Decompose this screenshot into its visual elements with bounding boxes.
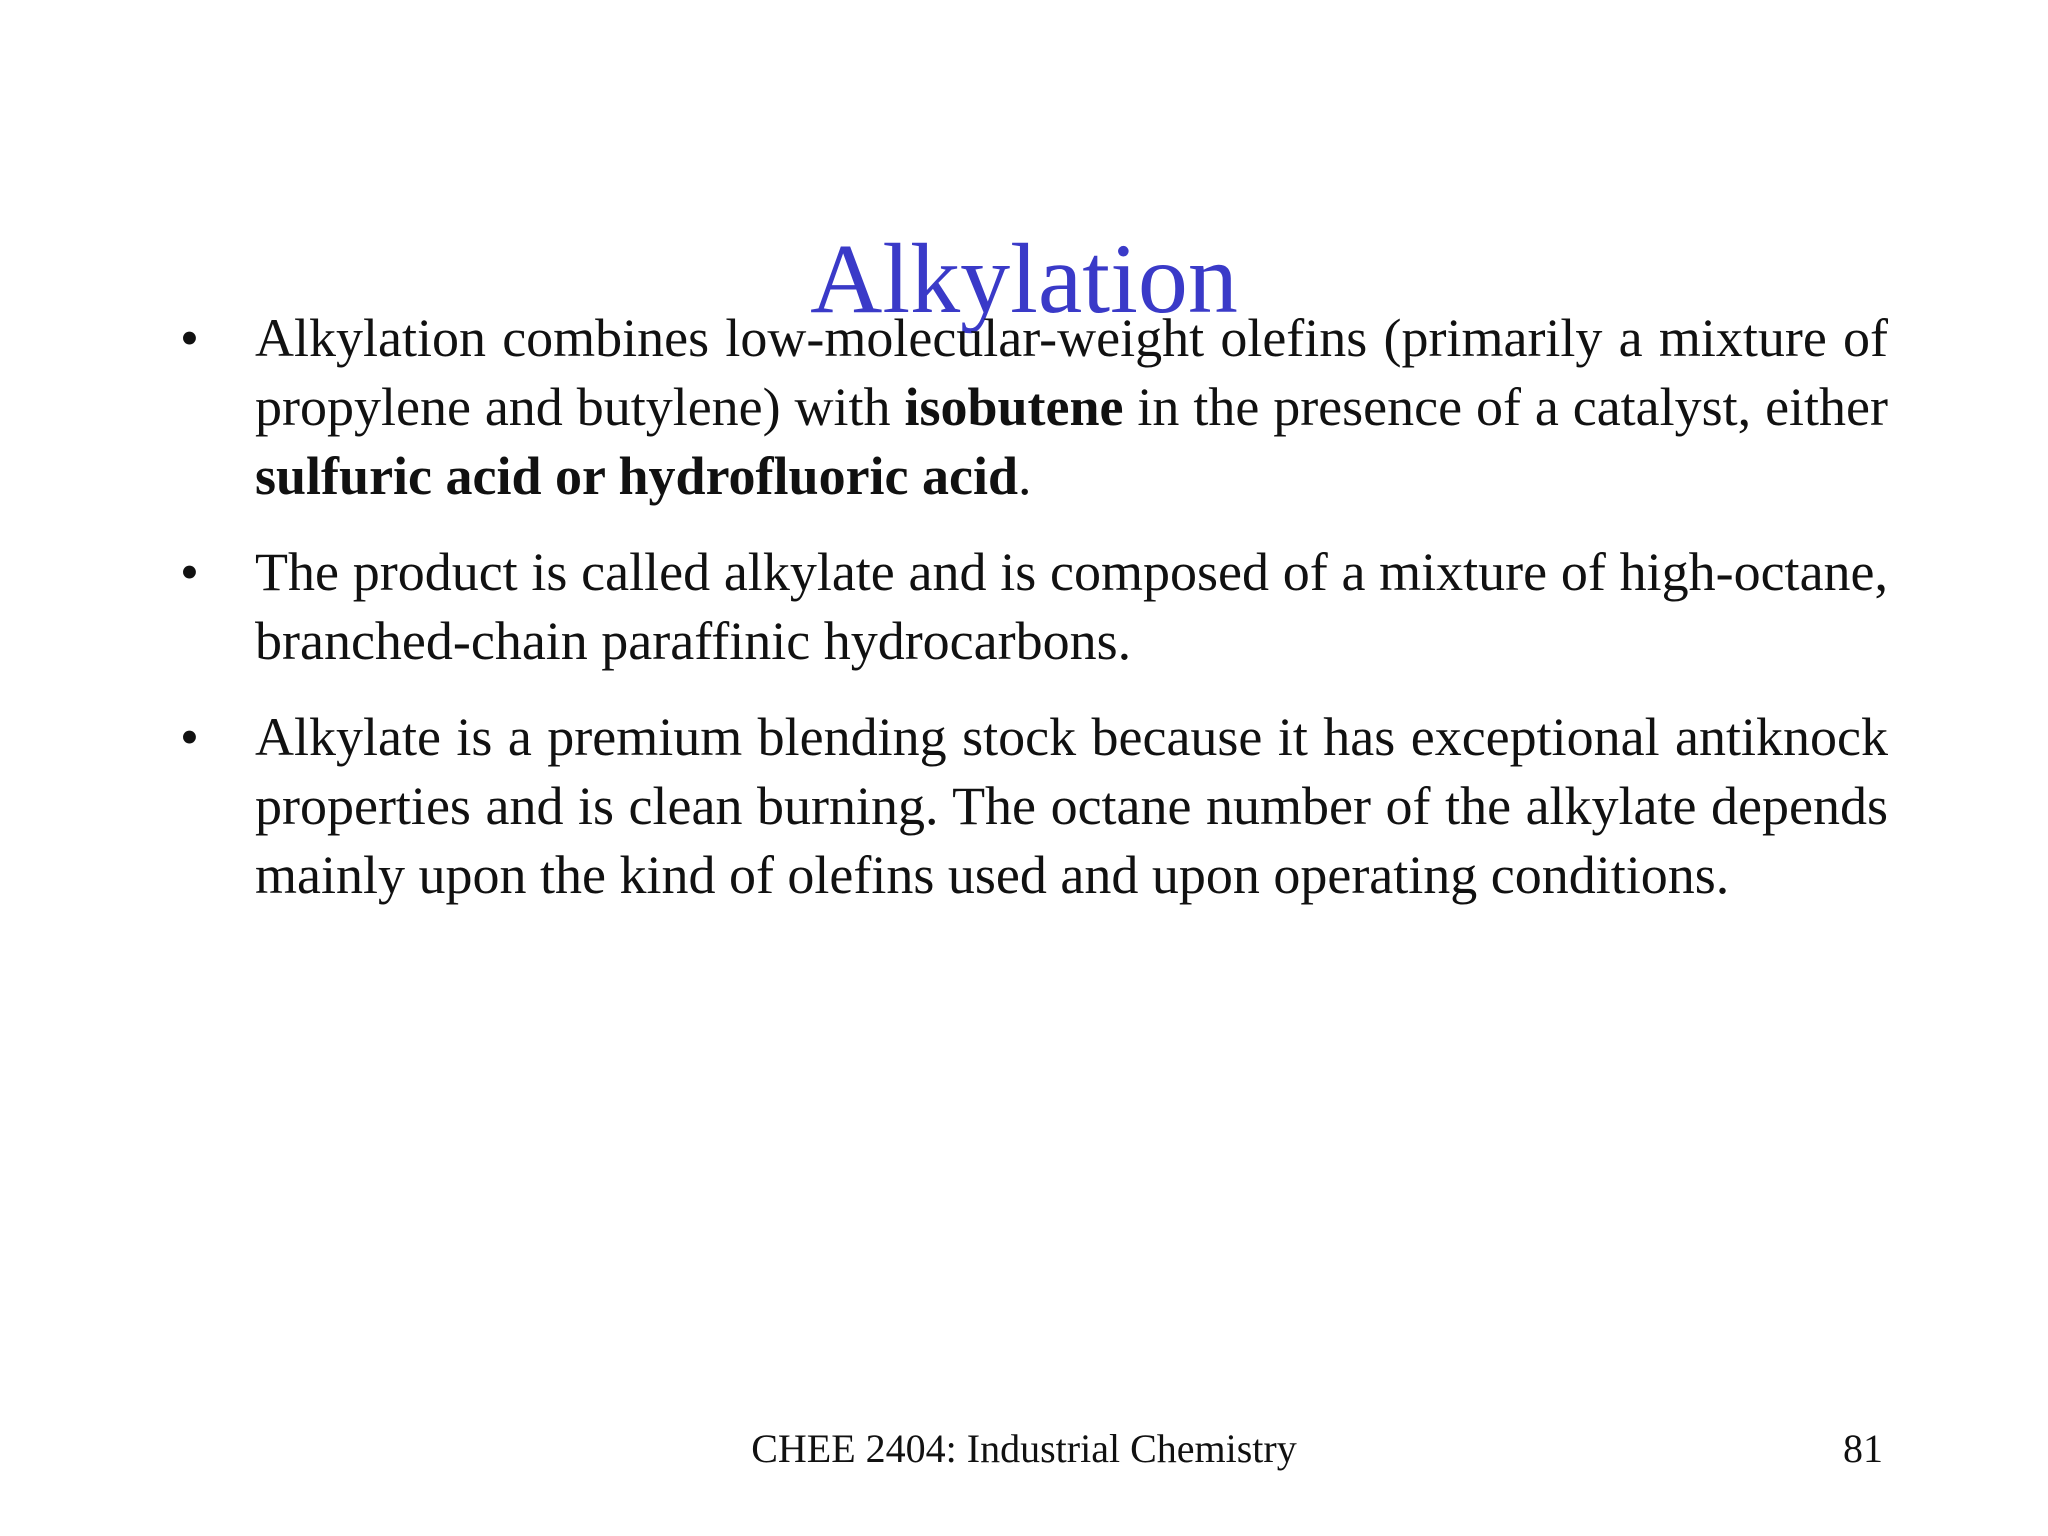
bullet-marker: • xyxy=(180,707,199,767)
bullet-item xyxy=(170,304,1888,511)
bullet-marker: • xyxy=(180,542,199,602)
bullet-item xyxy=(170,538,1888,676)
bullet-text-segment: . xyxy=(1018,446,1032,506)
bullet-text-segment: Alkylation combines low-molecular-weight olefins (primarily a mixture of propylene and butylene) with xyxy=(255,308,1888,437)
bullet-marker: • xyxy=(180,308,199,368)
bullet-text-segment: in the presence of a catalyst, either xyxy=(1123,377,1888,437)
bullet-text-bold: sulfuric acid or hydrofluoric acid xyxy=(255,446,1019,506)
bullet-text xyxy=(255,308,1888,506)
footer-page-number: 81 xyxy=(1843,1426,1883,1471)
bullet-list xyxy=(170,304,1888,937)
slide-title: Alkylation xyxy=(810,223,1238,334)
footer-course-name: CHEE 2404: Industrial Chemistry xyxy=(751,1426,1297,1471)
bullet-text: Alkylate is a premium blending stock because it has exceptional antiknock properties and is clean burning. The octane number of the alkylate depends mainly upon the kind of olefins used and upon operating conditions. xyxy=(255,707,1888,905)
bullet-item xyxy=(170,703,1888,910)
bullet-text-bold: isobutene xyxy=(904,377,1124,437)
bullet-text: The product is called alkylate and is composed of a mixture of high-octane, branched-chain paraffinic hydrocarbons. xyxy=(255,542,1888,671)
